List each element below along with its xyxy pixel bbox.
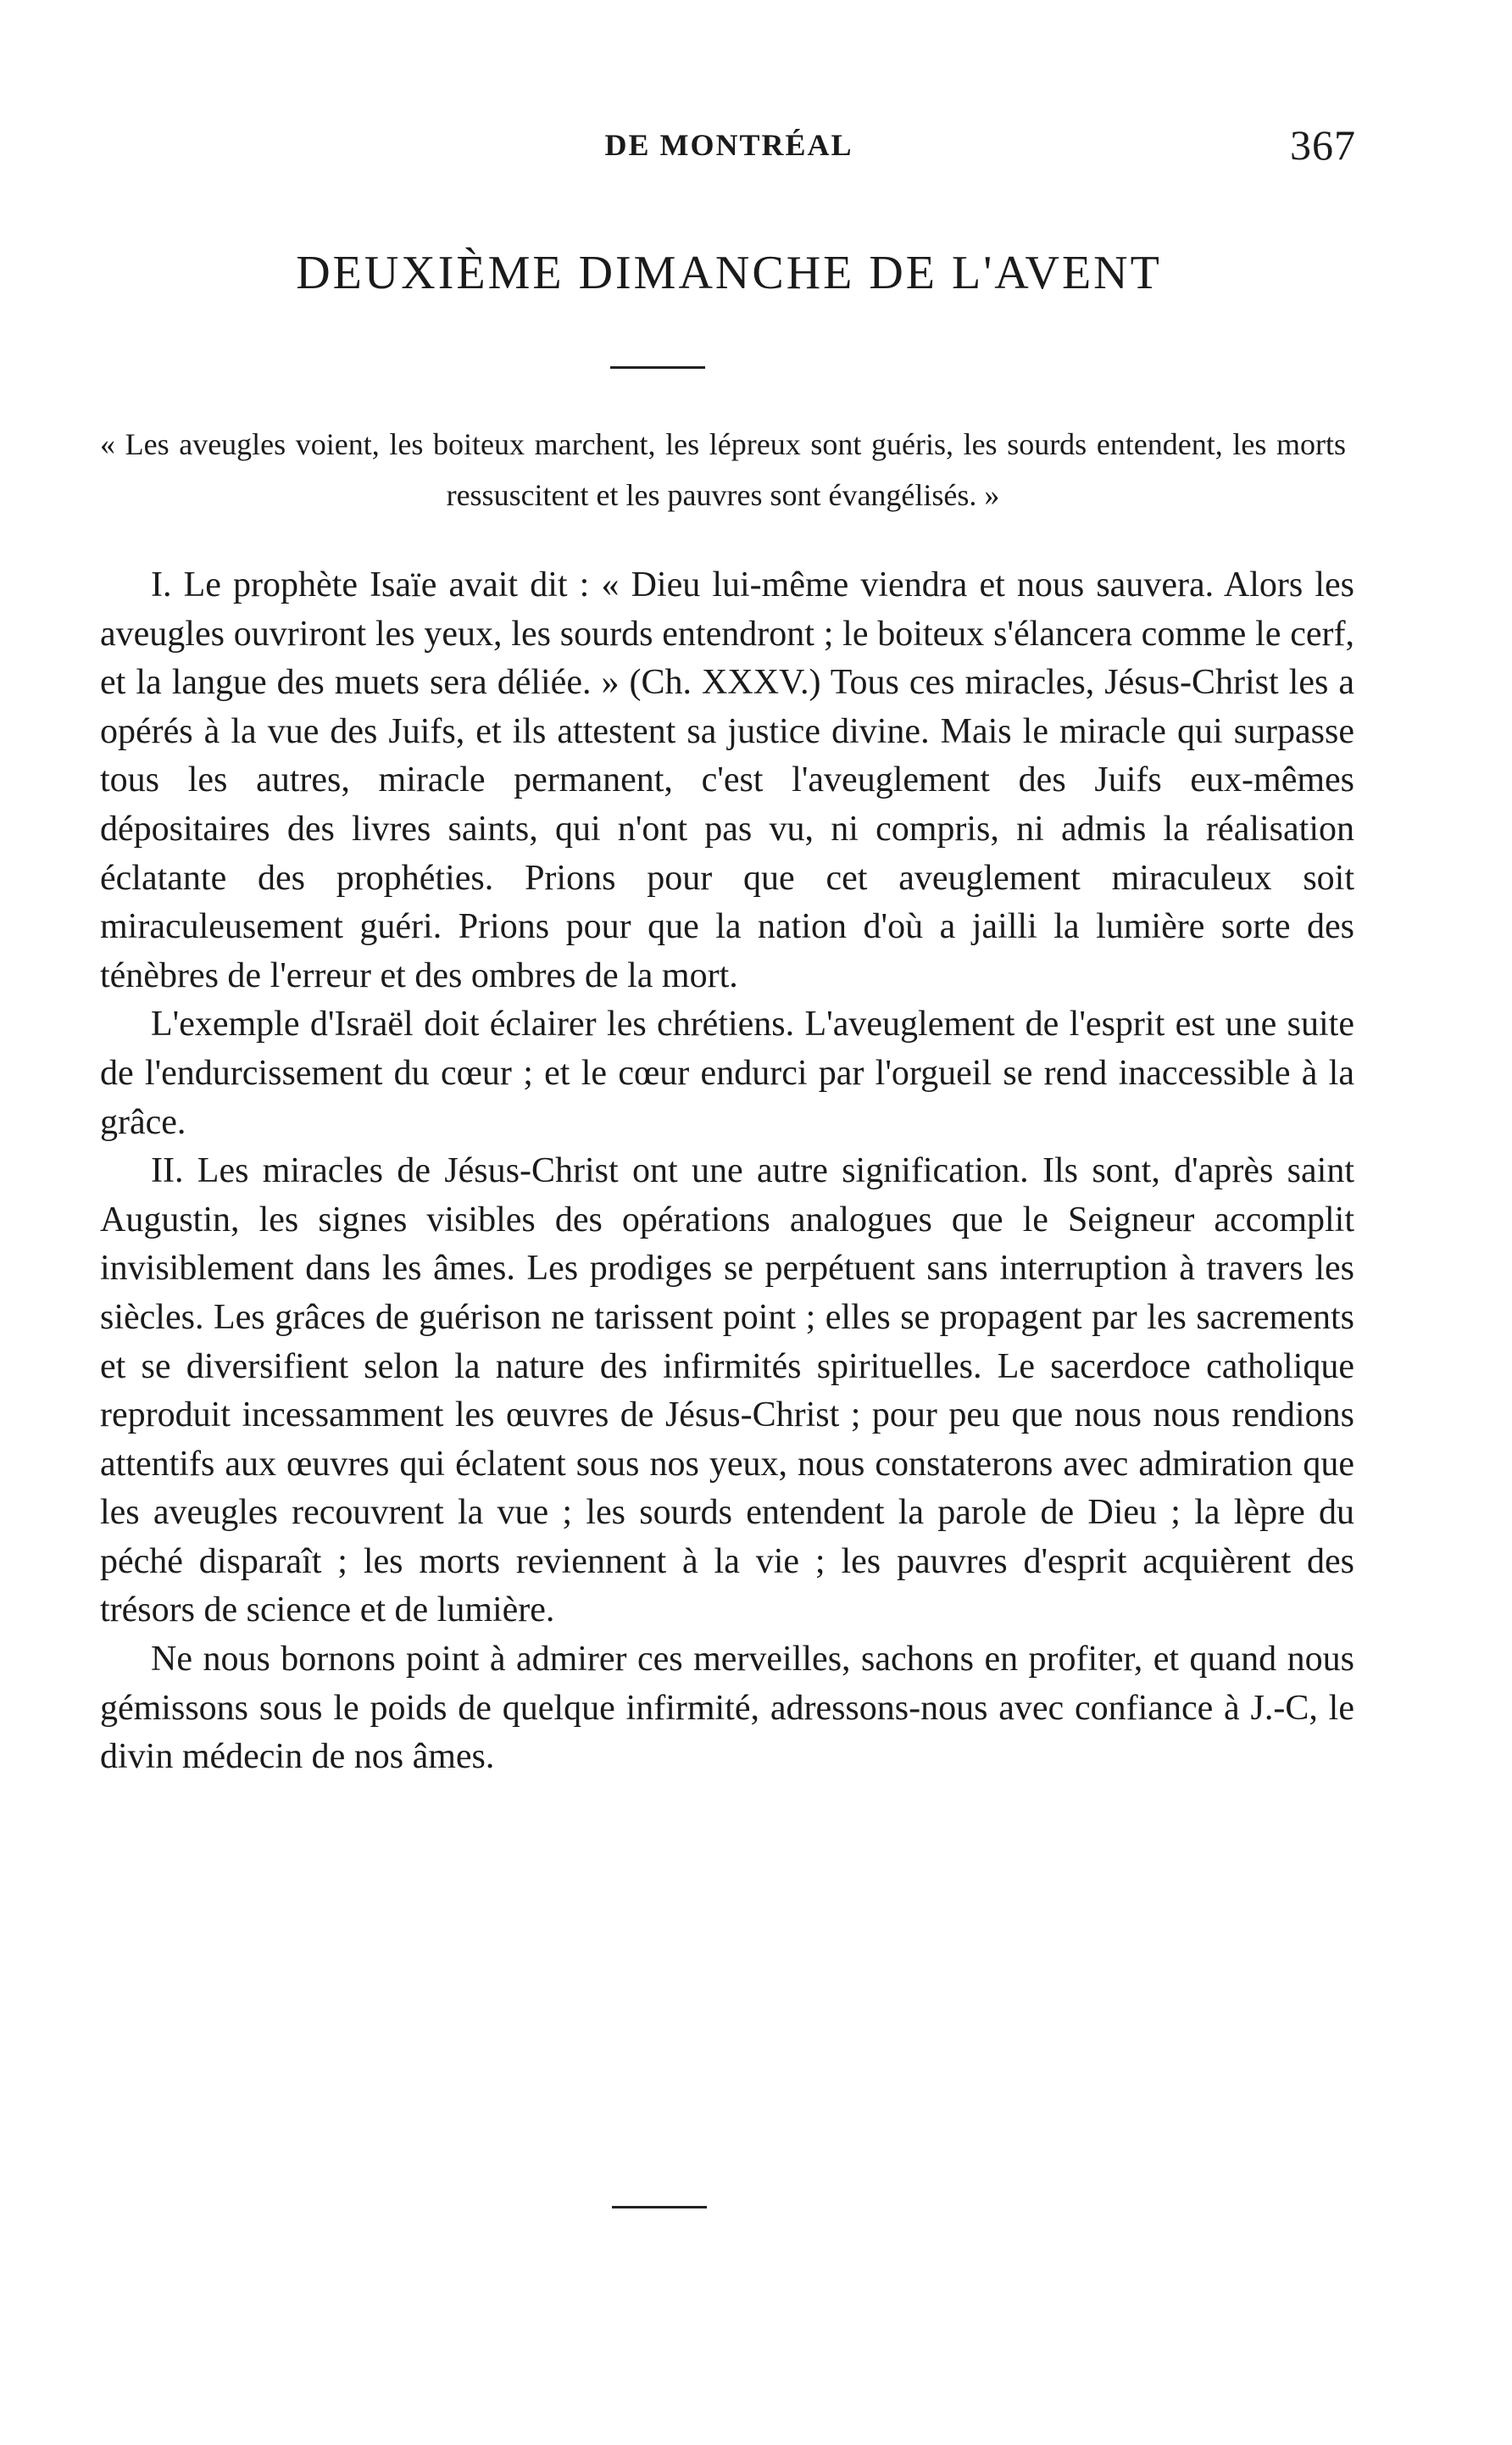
chapter-title: DEUXIÈME DIMANCHE DE L'AVENT (296, 247, 1162, 299)
epigraph-quote: « Les aveugles voient, les boiteux marchent, les lépreux sont guéris, les sourds entendent, les morts ressuscitent et les pauvres sont évangélisés. » (100, 427, 1346, 512)
paragraph-4: Ne nous bornons point à admirer ces merveilles, sachons en profiter, et quand nous gémissons sous le poids de quelque infirmité, adressons-nous avec confiance à J.-C, le divin médecin de nos âmes. (100, 1640, 1354, 1777)
title-divider (610, 366, 705, 369)
end-divider (612, 2206, 707, 2208)
running-head (102, 121, 1356, 178)
body-text (100, 561, 1354, 1782)
paragraph-2: L'exemple d'Israël doit éclairer les chrétiens. L'aveuglement de l'esprit est une suite de l'endurcissement du cœur ; et le cœur endurci par l'orgueil se rend inaccessible à la grâce. (100, 1005, 1354, 1142)
paragraph-3: II. Les miracles de Jésus-Christ ont une autre signification. Ils sont, d'après saint Augustin, les signes visibles des opérations analogues que le Seigneur accomplit invisiblement dans les âmes. Les prodiges se perpétuent sans interruption à travers les siècles. Les grâces de guérison ne tarissent point ; elles se propagent par les sacrements et se diversifient selon la nature des infirmités spirituelles. Le sacerdoce catholique reproduit incessamment les œuvres de Jésus-Christ ; pour peu que nous nous rendions attentifs aux œuvres qui éclatent sous nos yeux, nous constaterons avec admiration que les aveugles recouvrent la vue ; les sourds entendent la parole de Dieu ; la lèpre du péché disparaît ; les morts reviennent à la vie ; les pauvres d'esprit acquièrent des trésors de science et de lumière. (100, 1151, 1354, 1630)
paragraph-1: I. Le prophète Isaïe avait dit : « Dieu lui-même viendra et nous sauvera. Alors les aveugles ouvriront les yeux, les sourds entendront ; le boiteux s'élancera comme le cerf, et la langue des muets sera déliée. » (Ch. XXXV.) Tous ces miracles, Jésus-Christ les a opérés à la vue des Juifs, et ils attestent sa justice divine. Mais le miracle qui surpasse tous les autres, miracle permanent, c'est l'aveuglement des Juifs eux-mêmes dépositaires des livres saints, qui n'ont pas vu, ni compris, ni admis la réalisation éclatante des prophéties. Prions pour que cet aveuglement miraculeux soit miraculeusement guéri. Prions pour que la nation d'où a jailli la lumière sorte des ténèbres de l'erreur et des ombres de la mort. (100, 565, 1354, 995)
page-number: 367 (1290, 121, 1356, 169)
running-title: DE MONTRÉAL (604, 128, 853, 162)
